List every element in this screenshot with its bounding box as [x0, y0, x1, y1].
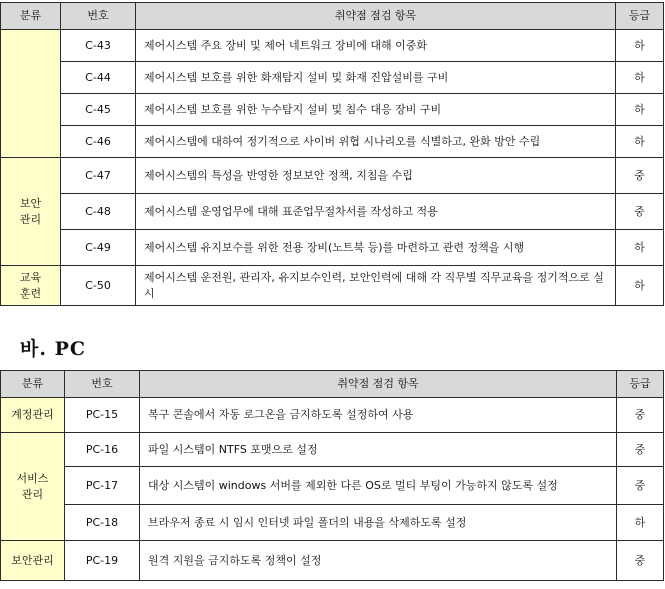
row-item: 제어시스템 보호를 위한 누수탐지 설비 및 침수 대응 장비 구비 — [136, 94, 616, 126]
category-service: 서비스 관리 — [1, 433, 65, 541]
row-item: 브라우저 종료 시 임시 인터넷 파일 폴더의 내용을 삭제하도록 설정 — [140, 505, 617, 541]
row-grade: 중 — [617, 433, 664, 467]
row-grade: 중 — [617, 398, 664, 433]
table-row — [1, 62, 664, 94]
row-item: 제어시스템 보호를 위한 화재탐지 설비 및 화재 진압설비를 구비 — [136, 62, 616, 94]
row-code: PC-18 — [65, 505, 140, 541]
row-code: C-49 — [61, 230, 136, 266]
header-grade: 등급 — [617, 371, 664, 398]
table-header-row — [1, 371, 664, 398]
row-item: 제어시스템에 대하여 정기적으로 사이버 위협 시나리오를 식별하고, 완화 방안 수립 — [136, 126, 616, 158]
row-item: 원격 지원을 금지하도록 정책이 설정 — [140, 541, 617, 581]
row-grade: 하 — [616, 30, 664, 62]
category-account: 계정관리 — [1, 398, 65, 433]
table-row — [1, 541, 664, 581]
table-pc-checklist — [0, 370, 664, 581]
row-code: PC-19 — [65, 541, 140, 581]
row-grade: 하 — [616, 94, 664, 126]
header-category: 분류 — [1, 371, 65, 398]
row-code: C-50 — [61, 266, 136, 306]
row-grade: 하 — [616, 266, 664, 306]
row-code: C-44 — [61, 62, 136, 94]
row-grade: 하 — [616, 126, 664, 158]
row-item: 제어시스템의 특성을 반영한 정보보안 정책, 지침을 수립 — [136, 158, 616, 194]
row-grade: 중 — [617, 541, 664, 581]
row-code: C-47 — [61, 158, 136, 194]
row-grade: 하 — [616, 62, 664, 94]
header-code: 번호 — [65, 371, 140, 398]
table-row — [1, 398, 664, 433]
row-grade: 중 — [616, 194, 664, 230]
table-row — [1, 194, 664, 230]
row-code: C-45 — [61, 94, 136, 126]
table-row — [1, 30, 664, 62]
row-item: 제어시스템 유지보수를 위한 전용 장비(노트북 등)를 마련하고 관련 정책을 시행 — [136, 230, 616, 266]
category-security: 보안 관리 — [1, 158, 61, 266]
row-code: C-46 — [61, 126, 136, 158]
row-grade: 중 — [616, 158, 664, 194]
header-code: 번호 — [61, 3, 136, 30]
table-header-row — [1, 3, 664, 30]
table-row — [1, 433, 664, 467]
table-row — [1, 467, 664, 505]
category-training: 교육 훈련 — [1, 266, 61, 306]
row-code: PC-17 — [65, 467, 140, 505]
row-item: 대상 시스템이 windows 서버를 제외한 다른 OS로 멀티 부팅이 가능하지 않도록 설정 — [140, 467, 617, 505]
header-category: 분류 — [1, 3, 61, 30]
row-item: 제어시스템 운전원, 관리자, 유지보수인력, 보안인력에 대해 각 직무별 직무교육을 정기적으로 실시 — [136, 266, 616, 306]
row-grade: 중 — [617, 467, 664, 505]
row-code: C-43 — [61, 30, 136, 62]
table-row — [1, 230, 664, 266]
row-code: C-48 — [61, 194, 136, 230]
row-item: 제어시스템 주요 장비 및 제어 네트워크 장비에 대해 이중화 — [136, 30, 616, 62]
row-code: PC-16 — [65, 433, 140, 467]
table-row — [1, 126, 664, 158]
row-item: 제어시스템 운영업무에 대해 표준업무절차서를 작성하고 적용 — [136, 194, 616, 230]
row-item: 복구 콘솔에서 자동 로그온을 금지하도록 설정하여 사용 — [140, 398, 617, 433]
row-item: 파일 시스템이 NTFS 포맷으로 설정 — [140, 433, 617, 467]
row-code: PC-15 — [65, 398, 140, 433]
table-row — [1, 266, 664, 306]
header-grade: 등급 — [616, 3, 664, 30]
row-grade: 하 — [617, 505, 664, 541]
section-title: 바. PC — [20, 338, 86, 360]
category-security: 보안관리 — [1, 541, 65, 581]
header-item: 취약점 점검 항목 — [140, 371, 617, 398]
row-grade: 하 — [616, 230, 664, 266]
table-control-system-checklist — [0, 2, 664, 306]
table-row — [1, 94, 664, 126]
table-row — [1, 505, 664, 541]
table-row — [1, 158, 664, 194]
header-item: 취약점 점검 항목 — [136, 3, 616, 30]
category-cell-continued — [1, 30, 61, 158]
